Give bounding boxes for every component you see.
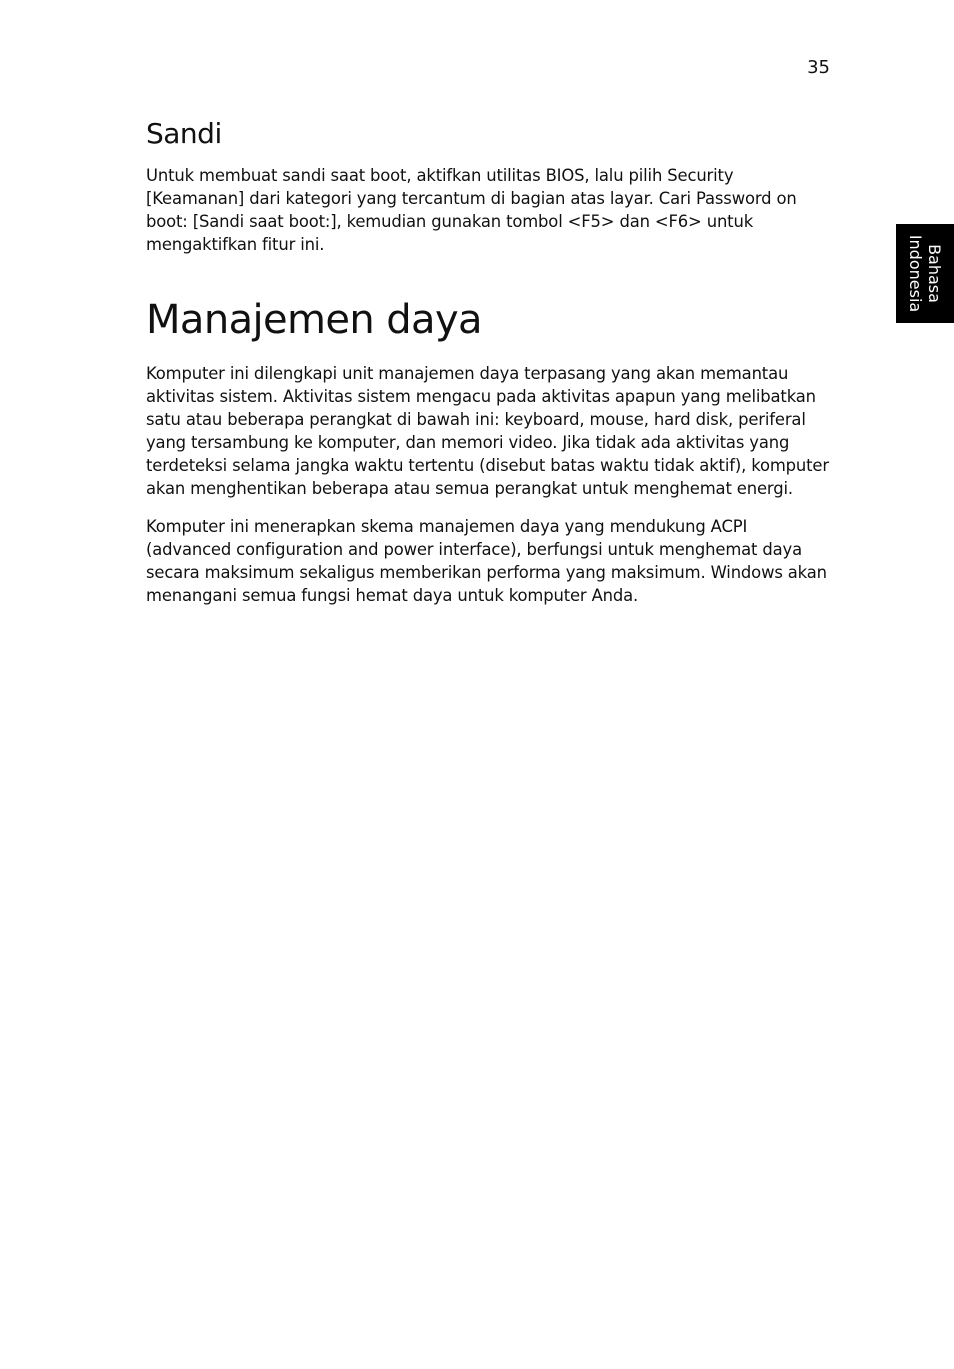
manajemen-daya-paragraph-2: Komputer ini menerapkan skema manajemen daya yang mendukung ACPI (advanced configuration and power interface), berfungsi untuk menghemat daya secara maksimum sekaligus memberikan performa yang maksimum. Windows akan menangani semua fungsi hemat daya untuk komputer Anda. <box>146 517 827 605</box>
page-content <box>146 114 834 607</box>
term-security: Security <box>667 166 734 185</box>
section-heading-manajemen-daya: Manajemen daya <box>146 297 482 343</box>
language-side-tab-line-1: Bahasa <box>925 244 944 303</box>
language-side-tab <box>896 224 954 323</box>
language-side-tab-label <box>896 224 954 323</box>
sandi-text-3: [Sandi saat boot:], kemudian gunakan tombol <box>187 212 568 231</box>
section-heading-sandi: Sandi <box>146 117 222 150</box>
sandi-paragraph <box>146 164 834 256</box>
term-f6-key: <F6> <box>654 212 702 231</box>
manajemen-daya-paragraph-1: Komputer ini dilengkapi unit manajemen daya terpasang yang akan memantau aktivitas sistem. Aktivitas sistem mengacu pada aktivitas apapun yang melibatkan satu atau beberapa perangkat di bawah ini: keyboard, mouse, hard disk, periferal yang tersambung ke komputer, dan memori video. Jika tidak ada aktivitas yang terdeteksi selama jangka waktu tertentu (disebut batas waktu tidak aktif), komputer akan menghentikan beberapa atau semua perangkat untuk menghemat energi. <box>146 364 829 498</box>
sandi-text-2: [Keamanan] dari kategori yang tercantum di bagian atas layar. Cari <box>146 189 697 208</box>
sandi-text-1: Untuk membuat sandi saat boot, aktifkan utilitas BIOS, lalu pilih <box>146 166 668 185</box>
term-password-on-boot: Password on boot: <box>146 189 797 231</box>
sandi-text-5: untuk mengaktifkan fitur ini. <box>146 212 754 254</box>
page-number: 35 <box>807 57 830 78</box>
language-side-tab-line-2: Indonesia <box>906 234 925 313</box>
sandi-text-4: dan <box>614 212 655 231</box>
term-f5-key: <F5> <box>567 212 615 231</box>
